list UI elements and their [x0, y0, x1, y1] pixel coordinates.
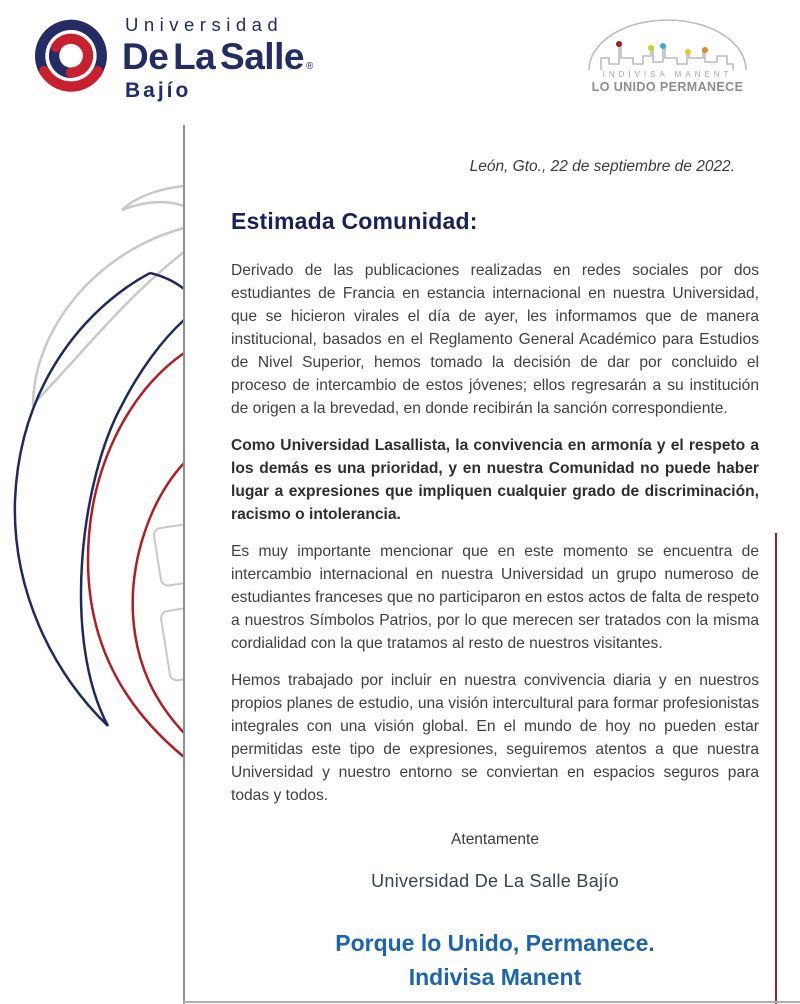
closing-motto — [231, 926, 759, 994]
logo-line-universidad: Universidad — [125, 14, 284, 35]
paragraph-2-bold: Como Universidad Lasallista, la convivencia en armonía y el respeto a los demás es una prioridad, y en nuestra Comunidad no puede haber lugar a expresiones que impliquen cualquier grado de discriminación, racismo o intolerancia. — [231, 437, 759, 523]
bottom-rule — [183, 1001, 800, 1003]
closing-atentamente: Atentamente — [451, 831, 539, 848]
salutation: Estimada Comunidad: — [231, 208, 478, 234]
university-logo — [28, 8, 313, 101]
decorative-knot-outline — [0, 0, 185, 1004]
arch-skyline-icon — [585, 12, 750, 74]
dateline: León, Gto., 22 de septiembre de 2022. — [469, 158, 735, 175]
right-red-rule — [775, 533, 777, 1004]
left-vertical-rule — [183, 125, 185, 1004]
paragraph-3: Es muy importante mencionar que en este momento se encuentra de intercambio internacional en nuestra Universidad un grupo numeroso de estudiantes franceses que no participaron en estos actos de falta de respeto a nuestros Símbolos Patrios, por lo que merecen ser tratados con la misma cordialidad con la que tratamos al resto de nuestros visitantes. — [231, 543, 759, 652]
indivisa-manent-badge — [585, 12, 750, 94]
registered-mark: ® — [305, 60, 314, 72]
paragraph-1: Derivado de las publicaciones realizadas en redes sociales por dos estudiantes de Francia en estancia internacional en nuestra Universidad, que se hicieron virales el día de ayer, les informamos que de manera institucional, basados en el Reglamento General Académico para Estudios de Nivel Superior, hemos tomado la decisión de dar por concluido el proceso de intercambio de estos jóvenes; ellos regresarán a su institución de origen a la brevedad, en donde recibirán la sanción correspondiente. — [231, 262, 759, 417]
paragraph-4: Hemos trabajado por incluir en nuestra convivencia diaria y en nuestros propios planes de estudio, una visión intercultural para formar profesionistas integrales con una visión global. En el mundo de hoy no pueden estar permitidas este tipo de expresiones, seguiremos atentos a que nuestra Universidad y nuestro entorno se conviertan en espacios seguros para todas y todos. — [231, 672, 759, 804]
closing-motto-line-1: Porque lo Unido, Permanece. — [335, 930, 655, 956]
badge-latin-motto: INDIVISA MANENT — [602, 70, 733, 79]
university-logo-text — [122, 16, 313, 101]
letter-content — [231, 158, 759, 994]
logo-line-bajio: Bajío — [125, 78, 192, 102]
badge-spanish-motto: LO UNIDO PERMANECE — [591, 80, 744, 94]
closing-motto-line-2: Indivisa Manent — [408, 964, 582, 990]
logo-line-delasalle: De La Salle — [122, 35, 304, 77]
signature-line: Universidad De La Salle Bajío — [371, 871, 619, 891]
lasalle-knot-icon — [28, 8, 114, 100]
